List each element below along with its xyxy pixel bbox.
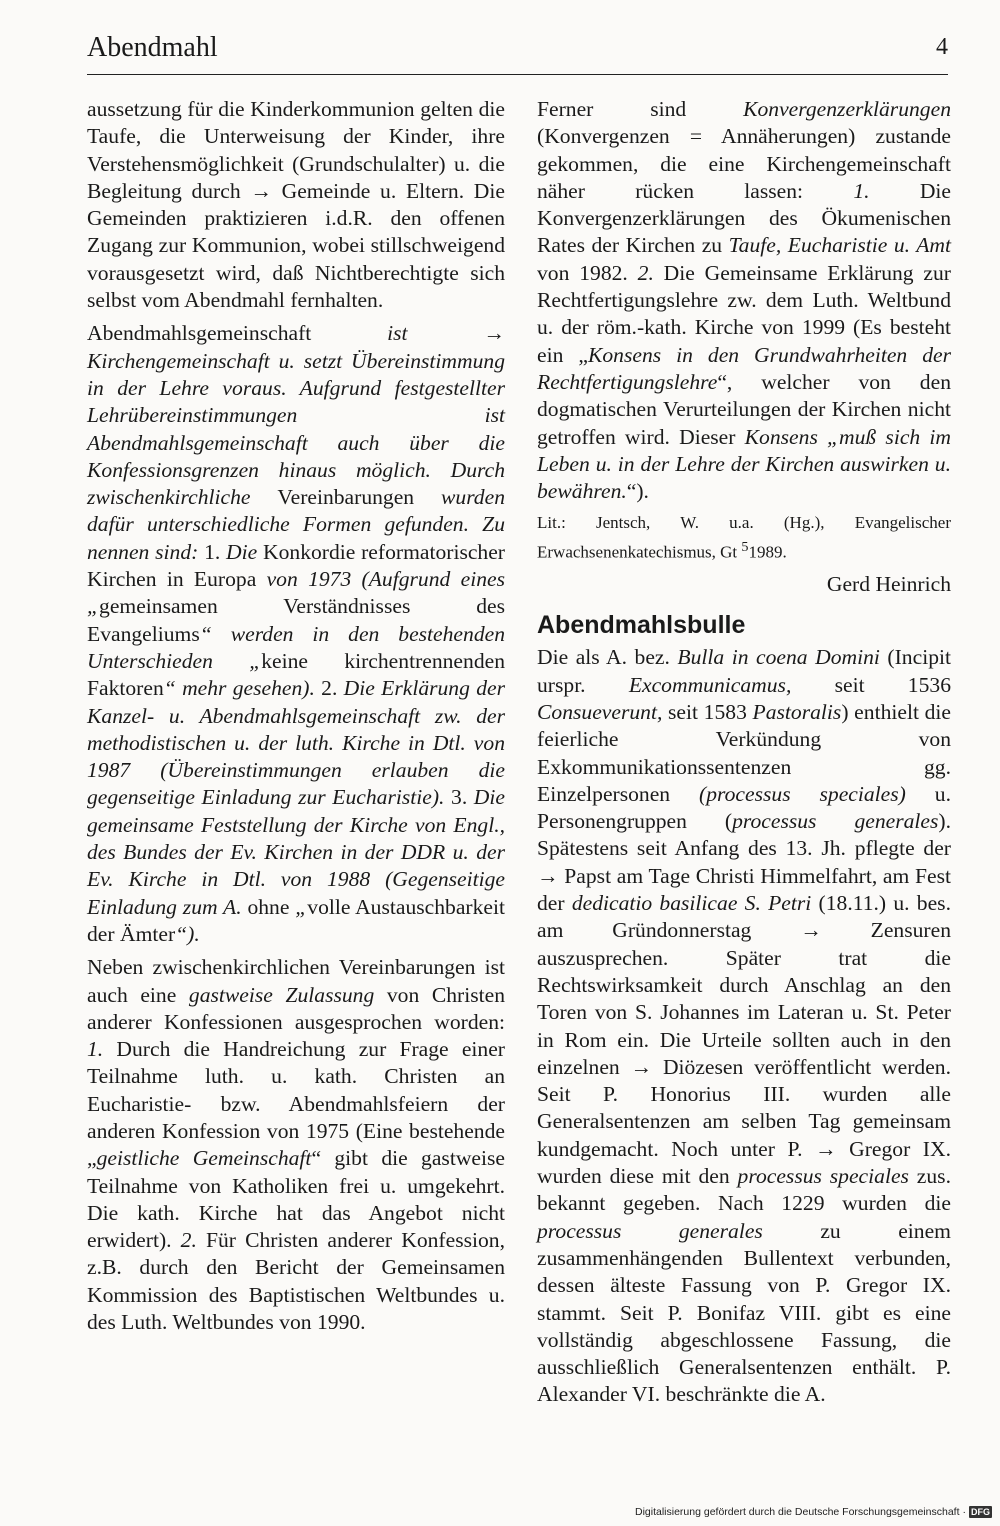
page-number: 4: [936, 34, 948, 60]
right-column: [537, 96, 951, 1415]
paragraph: Abendmahlsgemeinschaft ist → Kirchengemeinschaft u. setzt Übereinstimmung in der Lehre voraus. Aufgrund festgestellter Lehrübereinstimmungen ist Abendmahlsgemeinschaft auch über die Konfessionsgrenzen hinaus möglich. Durch zwischenkirchliche Vereinbarungen wurden dafür unterschiedliche Formen gefunden. Zu nennen sind: 1. Die Konkordie reformatorischer Kirchen in Europa von 1973 (Aufgrund eines „gemeinsamen Verständnisses des Evangeliums“ werden in den bestehenden Unterschieden „keine kirchentrennenden Faktoren“ mehr gesehen). 2. Die Erklärung der Kanzel- u. Abendmahlsgemeinschaft zw. der methodistischen u. der luth. Kirche in Dtl. von 1987 (Übereinstimmungen erlauben die gegenseitige Einladung zur Eucharistie). 3. Die gemeinsame Feststellung der Kirche von Engl., des Bundes der Ev. Kirchen in der DDR u. der Ev. Kirche in Dtl. von 1988 (Gegenseitige Einladung zum A. ohne „volle Austauschbarkeit der Ämter“).: [87, 321, 505, 946]
running-head: [87, 30, 948, 75]
paragraph: Die als A. bez. Bulla in coena Domini (Incipit urspr. Excommunicamus, seit 1536 Consueverunt, seit 1583 Pastoralis) enthielt die feierliche Verkündung von Exkommunikationssentenzen gg. Einzelpersonen (processus speciales) u. Personengruppen (processus generales). Spätestens seit Anfang des 13. Jh. pflegte der → Papst am Tage Christi Himmelfahrt, am Fest der dedicatio basilicae S. Petri (18.11.) u. bes. am Gründonnerstag → Zensuren auszusprechen. Später trat die Rechtswirksamkeit durch Anschlag an den Toren von S. Johannes im Lateran u. St. Peter in Rom ein. Die Urteile sollten auch in den einzelnen → Diözesen veröffentlicht werden. Seit P. Honorius III. wurden alle Generalsentenzen am selben Tag gemeinsam kundgemacht. Noch unter P. → Gregor IX. wurden diese mit den processus speciales zus. bekannt gegeben. Nach 1229 wurden die processus generales zu einem zusammenhängenden Bullentext verbunden, dessen älteste Fassung von P. Gregor IX. stammt. Seit P. Bonifaz VIII. gibt es eine vollständig abgeschlossene Fassung, die ausschließlich Generalsentenzen enthält. P. Alexander VI. beschränkte die A.: [537, 645, 951, 1407]
paragraph: Ferner sind Konvergenzerklärungen (Konvergenzen = Annäherungen) zustande gekommen, die eine Kirchengemeinschaft näher rücken lassen: 1. Die Konvergenzerklärungen des Ökumenischen Rates der Kirchen zu Taufe, Eucharistie u. Amt von 1982. 2. Die Gemeinsame Erklärung zur Rechtfertigungslehre zw. dem Luth. Weltbund u. der röm.-kath. Kirche von 1999 (Es besteht ein „Konsens in den Grundwahrheiten der Rechtfertigungslehre“, welcher von den dogmatischen Verurteilungen der Kirchen nicht getroffen wird. Dieser Konsens „muß sich im Leben u. in der Lehre der Kirchen auswirken u. bewähren.“).: [537, 97, 952, 504]
dfg-logo: DFG: [971, 1507, 990, 1517]
paragraph: Neben zwischenkirchlichen Vereinbarungen ist auch eine gastweise Zulassung von Christen anderer Konfessionen ausgesprochen worden: 1. Durch die Handreichung zur Frage einer Teilnahme luth. u. kath. Christen an Eucharistie- bzw. Abendmahlsfeiern der anderen Konfession von 1975 (Eine bestehende „geistliche Gemeinschaft“ gibt die gastweise Teilnahme von Katholiken frei u. umgekehrt. Die kath. Kirche hat das Angebot nicht erwidert). 2. Für Christen anderer Konfession, z.B. durch den Bericht der Gemeinsamen Kommission des Baptistischen Weltbundes u. des Luth. Weltbundes von 1990.: [87, 955, 505, 1335]
literature-reference: Lit.: Jentsch, W. u.a. (Hg.), Evangelischer Erwachsenenkatechismus, Gt $^5$1989.: [537, 513, 951, 563]
entry-heading: Abendmahlsbulle: [537, 611, 746, 640]
author-name: Gerd Heinrich: [826, 572, 951, 597]
left-column: [87, 96, 505, 1342]
footer-text: Digitalisierung gefördert durch die Deutsche Forschungsgemeinschaft: [634, 1506, 960, 1518]
funding-footer: Digitalisierung gefördert durch die Deutsche Forschungsgemeinschaft · DFG: [634, 1506, 990, 1518]
paragraph: aussetzung für die Kinderkommunion gelten die Taufe, die Unterweisung der Kinder, ihre Verstehensmöglichkeit (Grundschulalter) u. die Begleitung durch → Gemeinde u. Eltern. Die Gemeinden praktizieren i.d.R. den offenen Zugang zur Kommunion, wobei stillschweigend vorausgesetzt wird, daß Nichtberechtigte sich selbst vom Abendmahl fernhalten.: [87, 97, 505, 313]
page-title: Abendmahl: [87, 32, 218, 63]
